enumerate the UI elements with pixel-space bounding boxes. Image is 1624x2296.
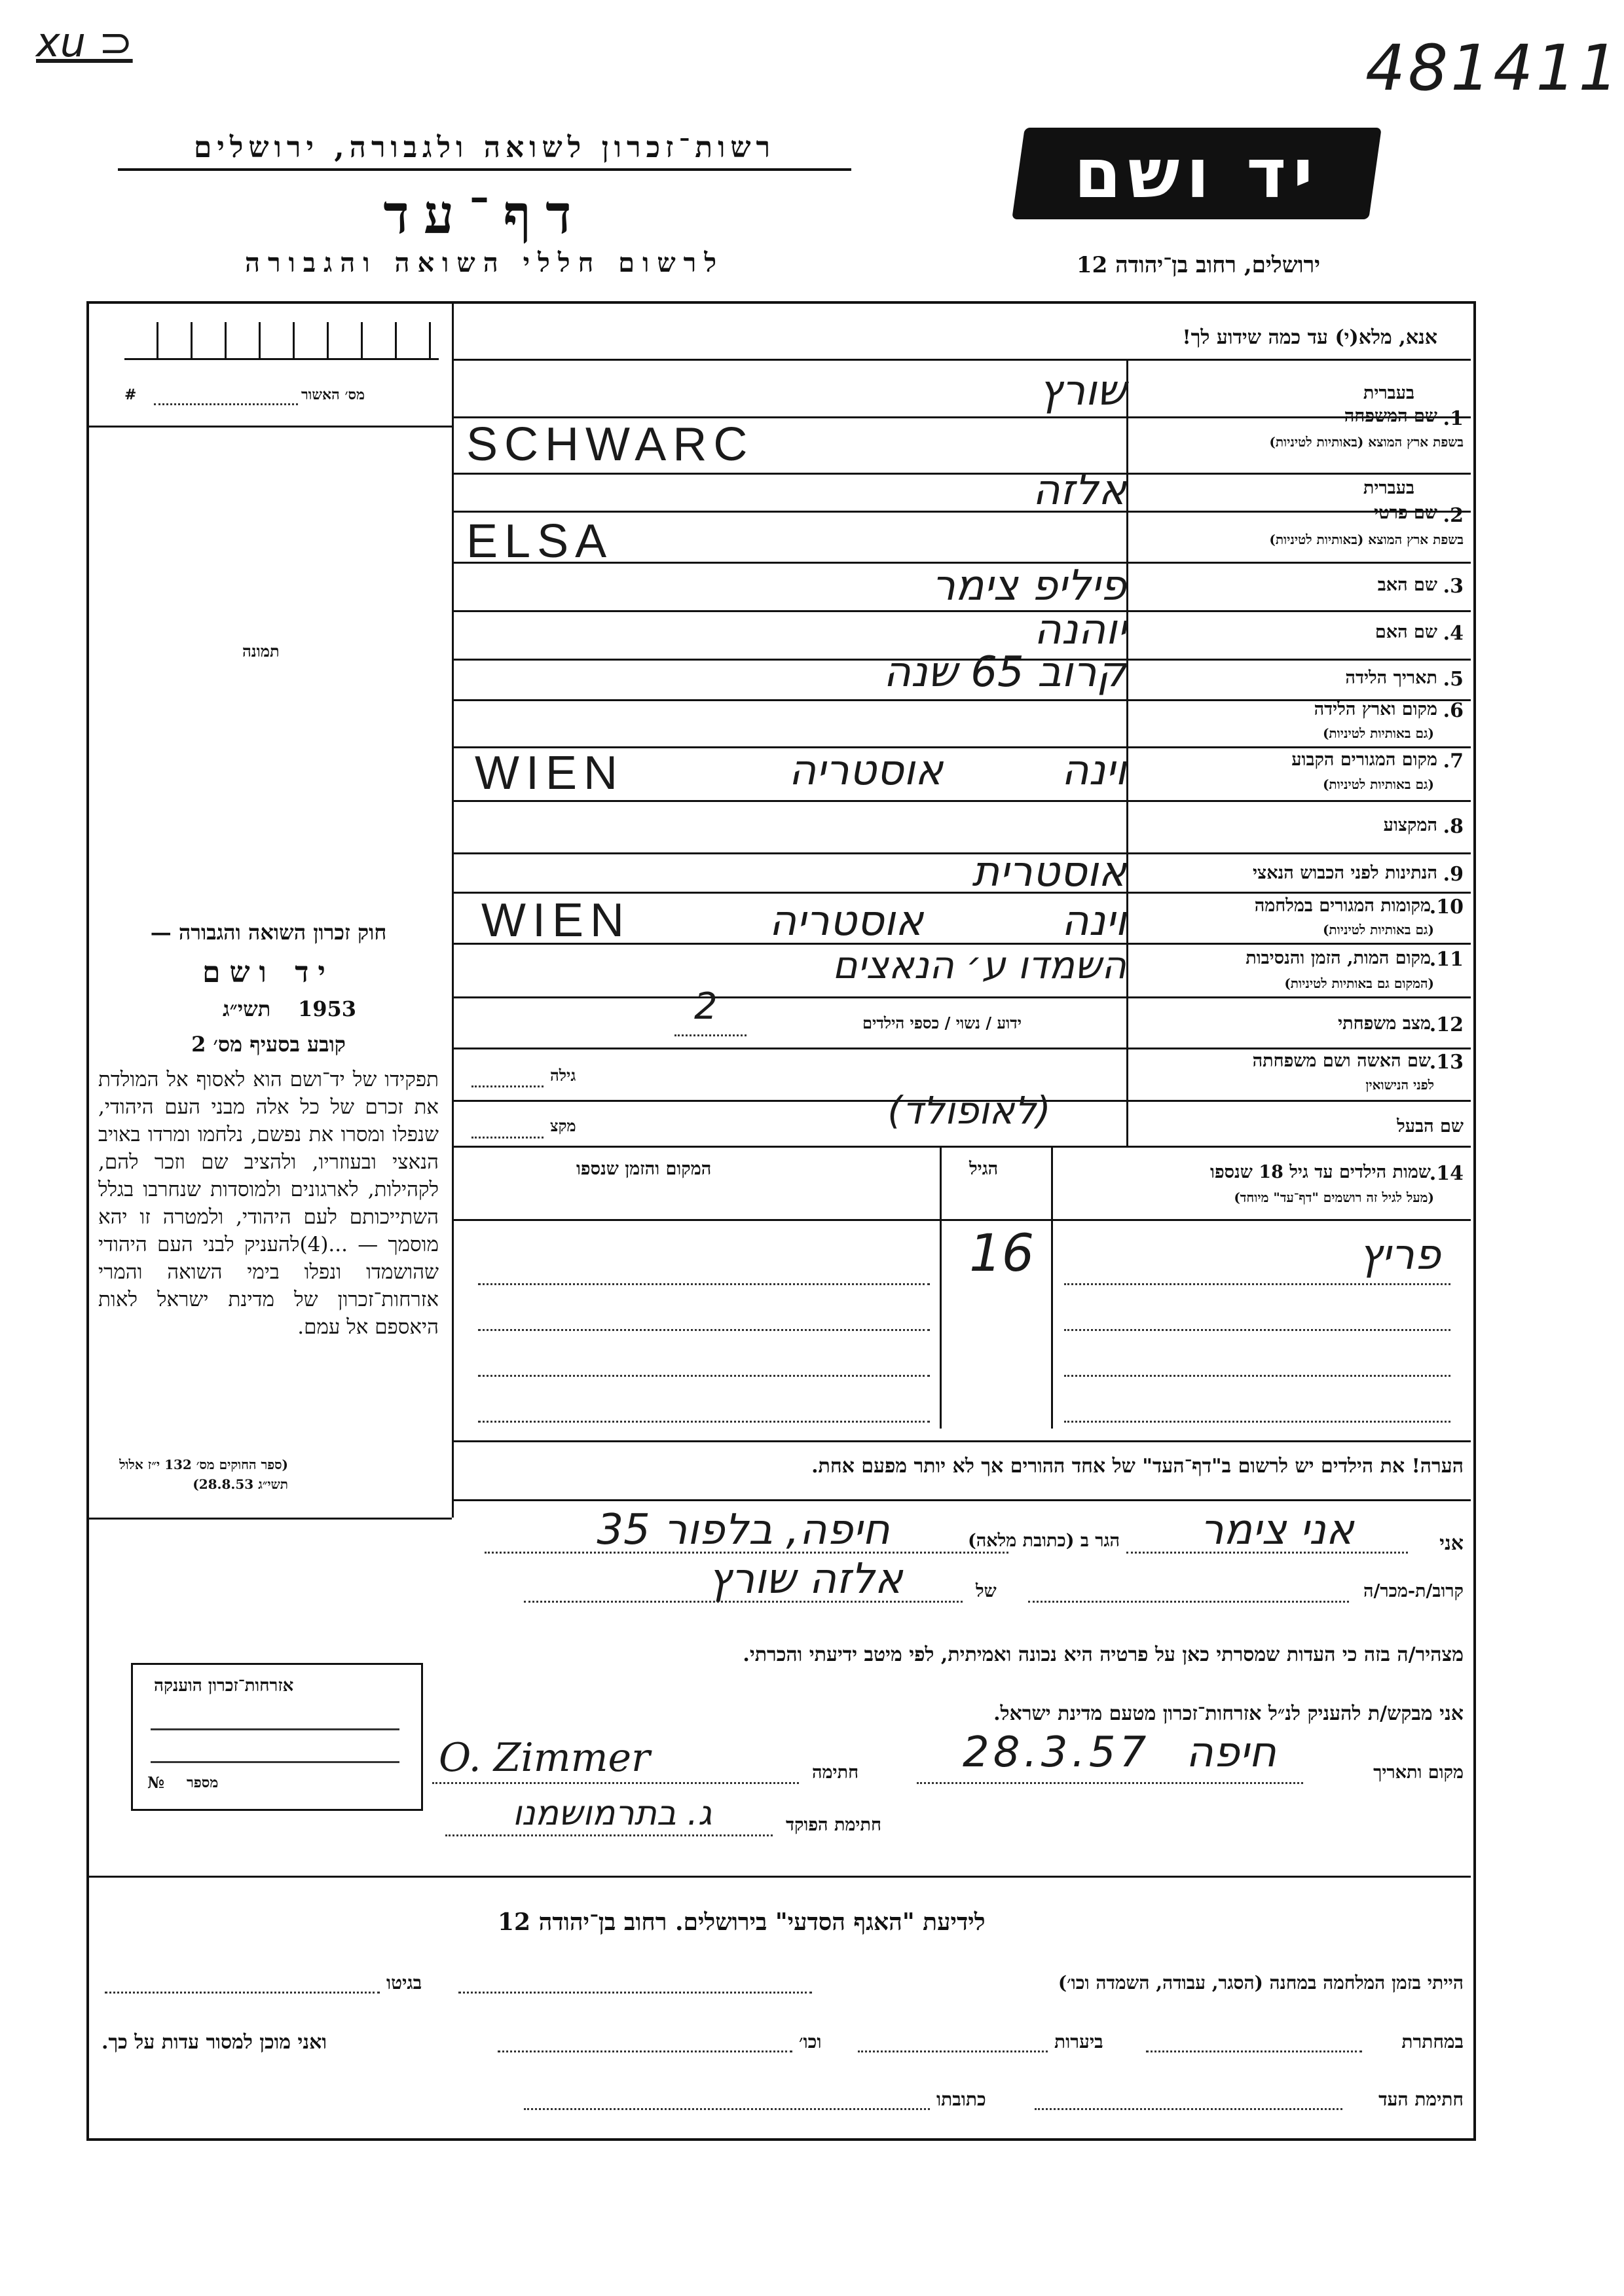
approval-number-field[interactable]: [154, 403, 298, 405]
bottom-line1-ghetto-field[interactable]: [105, 1992, 380, 1994]
bottom-line2-c-field[interactable]: [498, 2050, 792, 2052]
child-row-3-line: [1064, 1375, 1450, 1377]
children-place-header: המקום והזמן שנספו: [576, 1159, 712, 1179]
instruction-text: אנא, מלא(י) עד כמה שידוע לך!: [1182, 326, 1437, 349]
field9-label: הנתינות לפני הכבוש הנאצי: [1252, 863, 1437, 883]
bottom-line1-end: בגיטו: [386, 1972, 422, 1994]
bottom-line2-a: במחתרת: [1401, 2031, 1464, 2052]
field8-label: המקצוע: [1383, 815, 1437, 835]
bottom-line3-b: כתובתו: [936, 2088, 986, 2110]
approval-number-label: מס׳ האשור: [301, 386, 365, 403]
field11-sub: (המקום גם באותיות לטיניות): [1284, 975, 1434, 991]
declarant-name-value[interactable]: אני צימר: [1200, 1506, 1354, 1554]
bottom-line1: הייתי בזמן המלחמה במחנה (הסגר, עבודה, השמדה וכו׳): [1058, 1972, 1464, 1994]
field12-label: מצב משפחתי: [1338, 1013, 1431, 1034]
field10-country[interactable]: אוסטריה: [769, 897, 923, 945]
field2-hebrew-tag: בעברית: [1363, 478, 1414, 498]
declarant-lives-label: הגר ב (כתובת מלאה): [967, 1531, 1120, 1551]
field6-sub: (גם באותיות לטיניות): [1322, 725, 1434, 741]
field10-latin-value[interactable]: WIEN: [481, 894, 631, 947]
field3-number: 3.: [1443, 575, 1464, 598]
children-label: שמות הילדים עד גיל 18 שנספו: [1210, 1162, 1431, 1182]
official-signature-value[interactable]: ג. בתרמושמנו: [512, 1794, 712, 1833]
field13-age-field[interactable]: [471, 1085, 544, 1087]
field13-number: 13.: [1429, 1051, 1464, 1074]
declarant-address-value[interactable]: חיפה, בלפור 35: [597, 1506, 890, 1554]
field12-options: ידוע / נשוי / כספי הילדים: [862, 1013, 1022, 1032]
declarant-relation-line: [1028, 1601, 1349, 1603]
law-body: תפקידו של יד־ושם הוא לאסוף אל המולדת את זכרם של כל אלה מבני העם היהודי, שנפלו ומסרו את נפשם, נלחמו ומרדו באויב הנאצי ובעוזריו, ולהציב שם וזכר להם, לקהילות, לארגונים ולמוסדות שנחרבו בגלל השתייכותם לעם היהודי, ולמטרה זו יהא מוסמך — ...(4)להעניק לבני העם היהודי שהושמדו ונפלו בימי השואה והמרי אזרחות־זכרון של מדינת ישראל לאות היאספם אל עמם.: [98, 1068, 439, 1339]
field5-value[interactable]: קרוב 65 שנה: [883, 648, 1126, 697]
child-1-name[interactable]: פריץ: [1359, 1231, 1441, 1279]
field6-label: מקום וארץ הלידה: [1314, 699, 1437, 720]
law-name: יד ושם: [202, 956, 335, 989]
citizenship-box-line-2: [151, 1761, 399, 1763]
field12-number: 12.: [1429, 1013, 1464, 1036]
place-value[interactable]: חיפה: [1186, 1728, 1276, 1777]
field4-label: שם האם: [1375, 622, 1437, 642]
field1-hebrew-value[interactable]: שורץ: [1039, 367, 1126, 415]
field9-number: 9.: [1443, 863, 1464, 886]
children-age-header: הגיל: [969, 1159, 999, 1179]
children-sub: (מעל לגיל זה רושמים "דף־עד" מיוחד): [1234, 1190, 1434, 1205]
field1-label: שם המשפחה: [1344, 406, 1437, 426]
field3-label: שם האב: [1377, 575, 1437, 595]
field6-number: 6.: [1443, 699, 1464, 722]
husband-profession-field[interactable]: [471, 1137, 544, 1139]
field1-number: 1.: [1443, 407, 1464, 430]
field2-number: 2.: [1443, 504, 1464, 527]
signature-line: [432, 1782, 799, 1784]
field13-age-label: גילה: [550, 1066, 576, 1085]
husband-profession-label: מקצ: [550, 1116, 576, 1135]
field7-city[interactable]: וינה: [1061, 746, 1126, 795]
field2-sub: בשפת ארץ המוצא (באותיות לטיניות): [1269, 532, 1464, 547]
declarant-relation-label: קרוב/ת-מכר/ה: [1363, 1581, 1464, 1601]
field13-value[interactable]: (לאופולד): [887, 1088, 1051, 1133]
bottom-line1-field[interactable]: [458, 1992, 812, 1994]
child-row-1-line: [1064, 1283, 1450, 1285]
note-text: הערה! את הילדים יש לרשום ב"דף־העד" של אחד ההורים אך לא יותר מפעם אחת.: [811, 1455, 1464, 1478]
field5-label: תאריך הלידה: [1345, 668, 1437, 688]
place-date-label: מקום ותאריך: [1373, 1762, 1464, 1783]
field3-value[interactable]: פיליפ צימר: [931, 562, 1126, 610]
children-count-value[interactable]: 2: [694, 985, 718, 1028]
bottom-line3-a: חתימת העד: [1378, 2088, 1464, 2110]
law-title: חוק זכרון השואה והגבורה —: [150, 920, 387, 945]
bottom-line2-a-field[interactable]: [1146, 2050, 1362, 2052]
bottom-line3-a-field[interactable]: [1035, 2108, 1342, 2110]
logo-text: יד ושם: [1074, 134, 1320, 213]
field7-sub: (גם באותיות לטיניות): [1322, 776, 1434, 792]
field11-value[interactable]: השמדו ע׳ הנאצים: [832, 943, 1126, 987]
field11-number: 11.: [1429, 948, 1464, 971]
field10-label: מקומות המגורים במלחמה: [1254, 896, 1431, 916]
child-1-age[interactable]: 16: [969, 1224, 1035, 1283]
signature-label: חתימה: [812, 1762, 859, 1783]
declaration-text: מצהיר/ה בזה כי העדות שמסרתי כאן על פרטיה היא נכונה ואמיתית, לפי מיטב ידיעתי והכרתי.: [743, 1643, 1464, 1666]
photo-label: תמונה: [242, 642, 280, 661]
field4-value[interactable]: יוהנה: [1034, 606, 1126, 654]
child-place-2-line: [478, 1329, 930, 1331]
bottom-line2-end: ואני מוכן למסור עדות על כך.: [101, 2031, 327, 2054]
declarant-of-label: של: [976, 1581, 997, 1601]
field2-latin-value[interactable]: ELSA: [466, 515, 614, 568]
address: ירושלים, רחוב בן־יהודה 12: [1076, 252, 1321, 278]
field7-country[interactable]: אוסטריה: [788, 746, 943, 795]
form-subtitle: לרשום חללי השואה והגבורה: [244, 247, 725, 278]
law-citation: (ספר החוקים מס׳ 132 י״ז אלול תשי״ג 28.8.53): [119, 1457, 288, 1492]
field1-sub: בשפת ארץ המוצא (באותיות לטיניות): [1269, 434, 1464, 450]
child-row-2-line: [1064, 1329, 1450, 1331]
declarant-of-value[interactable]: אלזה שורץ: [708, 1555, 903, 1603]
field7-latin-value[interactable]: WIEN: [475, 747, 624, 799]
official-signature-label: חתימת הפוקד: [786, 1815, 881, 1835]
declarant-ani-label: אני: [1439, 1532, 1464, 1555]
child-place-4-line: [478, 1421, 930, 1423]
field11-label: מקום המות, הזמן והנסיבות: [1246, 948, 1431, 968]
citizenship-number-sign: №: [147, 1773, 165, 1792]
law-clause: קובע בסעיף מס׳ 2: [191, 1032, 346, 1057]
record-number: 481411: [1365, 31, 1621, 105]
field9-value[interactable]: אוסטרית: [972, 848, 1126, 896]
child-place-3-line: [478, 1375, 930, 1377]
field10-city[interactable]: וינה: [1061, 897, 1126, 945]
signature-value[interactable]: O. Zimmer: [439, 1735, 650, 1781]
children-number: 14.: [1429, 1162, 1464, 1185]
field7-number: 7.: [1443, 750, 1464, 773]
law-year: 1953: [298, 996, 357, 1021]
field4-number: 4.: [1443, 622, 1464, 645]
field5-number: 5.: [1443, 668, 1464, 691]
bottom-line3-b-field[interactable]: [524, 2108, 930, 2110]
field13-sub: לפני הנישואין: [1365, 1077, 1434, 1093]
field8-number: 8.: [1443, 815, 1464, 838]
field10-number: 10.: [1429, 896, 1464, 919]
official-signature-line: [445, 1834, 773, 1836]
field2-hebrew-value[interactable]: אלזה: [1032, 466, 1126, 515]
request-text: אני מבקש/ת להעניק לנ״ל אזרחות־זכרון מטעם מדינת ישראל.: [993, 1702, 1464, 1725]
law-year-heb: תשי״ג: [223, 996, 271, 1021]
child-place-1-line: [478, 1283, 930, 1285]
approval-boxes: [124, 322, 439, 360]
citizenship-number-label: מספר: [187, 1774, 219, 1791]
field7-label: מקום המגורים הקבוע: [1291, 750, 1437, 770]
field2-label: שם פרטי: [1374, 503, 1437, 523]
field13-label: שם האשה ושם משפחתה: [1252, 1051, 1431, 1071]
corner-left-mark: xu ⊃: [36, 18, 133, 66]
field1-latin-value[interactable]: SCHWARC: [466, 418, 754, 471]
institution-name: רשות־זכרון לשואה ולגבורה, ירושלים: [118, 131, 851, 171]
field10-sub: (גם באותיות לטיניות): [1322, 922, 1434, 938]
bottom-line2-b: ביערות: [1054, 2031, 1103, 2052]
citizenship-box-title: אזרחות־זכרון הוענקה: [154, 1676, 294, 1696]
bottom-title: לידיעת "האגף הסדעי" בירושלים. רחוב בן־יהודה 12: [498, 1908, 986, 1936]
place-date-line: [917, 1782, 1303, 1784]
bottom-line2-b-field[interactable]: [858, 2050, 1048, 2052]
field1-hebrew-tag: בעברית: [1363, 383, 1414, 403]
children-count-field[interactable]: [674, 1034, 747, 1036]
husband-label: שם הבעל: [1397, 1116, 1464, 1137]
approval-number-sign: #: [124, 386, 137, 403]
child-row-4-line: [1064, 1421, 1450, 1423]
bottom-line2-c: וכו׳: [799, 2031, 822, 2052]
form-title: דף־עד: [383, 183, 586, 246]
yad-vashem-logo: [1012, 128, 1382, 219]
date-value[interactable]: 28.3.57: [963, 1728, 1151, 1777]
citizenship-box-line-1: [151, 1728, 399, 1730]
